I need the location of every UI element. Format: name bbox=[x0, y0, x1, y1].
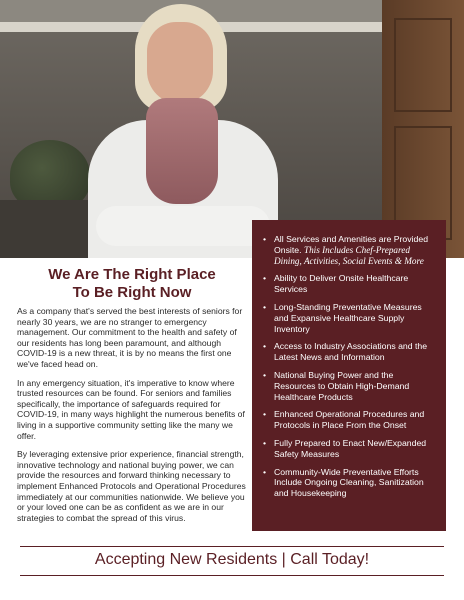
bullet-icon: • bbox=[263, 234, 267, 244]
bullet-icon: • bbox=[263, 466, 267, 477]
feature-text: Access to Industry Associations and the Latest News and Information bbox=[274, 341, 428, 363]
bullet-icon: • bbox=[263, 341, 267, 352]
feature-item bbox=[263, 438, 436, 460]
bullet-icon: • bbox=[263, 369, 267, 380]
heading-line-2: To Be Right Now bbox=[72, 284, 192, 301]
feature-item bbox=[263, 467, 436, 499]
feature-item bbox=[263, 341, 436, 363]
feature-item bbox=[263, 409, 436, 431]
call-to-action: Accepting New Residents | Call Today! bbox=[94, 551, 370, 568]
feature-item bbox=[263, 273, 436, 295]
hero-crossed-arms bbox=[96, 206, 270, 246]
paragraph-1: As a company that's served the best interests of seniors for nearly 30 years, we are no stranger to emergency management. Our commitment to the health and safety of our residents has long been paramount, and although COVID-19 is a new threat, it is by no means the first one we've faced head on. bbox=[17, 306, 243, 369]
heading-line-1: We Are The Right Place bbox=[48, 266, 216, 283]
feature-item bbox=[263, 234, 436, 266]
paragraph-3: By leveraging extensive prior experience, financial strength, innovative technology and national buying power, we can provide the resources and forward thinking necessary to implement Enhanced Protocols and Operational Procedures immediately at our communities nationwide. We believe you or your loved one can be as confident as we are in our strategies to combat the spread of this virus. bbox=[17, 449, 246, 523]
bullet-icon: • bbox=[263, 301, 267, 312]
hero-scarf bbox=[146, 98, 218, 204]
hero-senior-woman bbox=[88, 0, 278, 258]
bullet-icon: • bbox=[263, 409, 267, 420]
cta-top-rule bbox=[20, 546, 444, 547]
feature-text: Fully Prepared to Enact New/Expanded Safety Measures bbox=[274, 437, 427, 459]
feature-item bbox=[263, 370, 436, 402]
feature-text: Long-Standing Preventative Measures and Expansive Healthcare Supply Inventory bbox=[274, 301, 422, 334]
hero-face bbox=[147, 22, 213, 104]
body-copy bbox=[17, 306, 249, 531]
feature-text: All Services and Amenities are Provided Onsite. bbox=[274, 234, 429, 255]
features-list bbox=[263, 234, 436, 499]
paragraph-2: In any emergency situation, it's imperative to know where trusted resources can be found. For seniors and families specifically, the importance of safeguards required for COVID-19, in many ways highlight the numerous benefits of living in a supportive community setting like the many we offer. bbox=[17, 377, 245, 441]
feature-item bbox=[263, 302, 436, 334]
feature-emphasis: This Includes Chef-Prepared Dining, Activities, Social Events & More bbox=[274, 244, 424, 266]
feature-text: Community-Wide Preventative Efforts Include Ongoing Cleaning, Sanitization and Housekeeping bbox=[274, 466, 424, 499]
features-panel bbox=[252, 220, 446, 531]
bullet-icon: • bbox=[263, 273, 267, 284]
page-heading bbox=[16, 266, 248, 302]
feature-text: Enhanced Operational Procedures and Protocols in Place From the Onset bbox=[274, 409, 425, 431]
bullet-icon: • bbox=[263, 437, 267, 448]
feature-text: Ability to Deliver Onsite Healthcare Services bbox=[274, 273, 409, 295]
feature-text: National Buying Power and the Resources to Obtain High-Demand Healthcare Products bbox=[274, 369, 410, 402]
cta-bottom-rule bbox=[20, 575, 444, 576]
